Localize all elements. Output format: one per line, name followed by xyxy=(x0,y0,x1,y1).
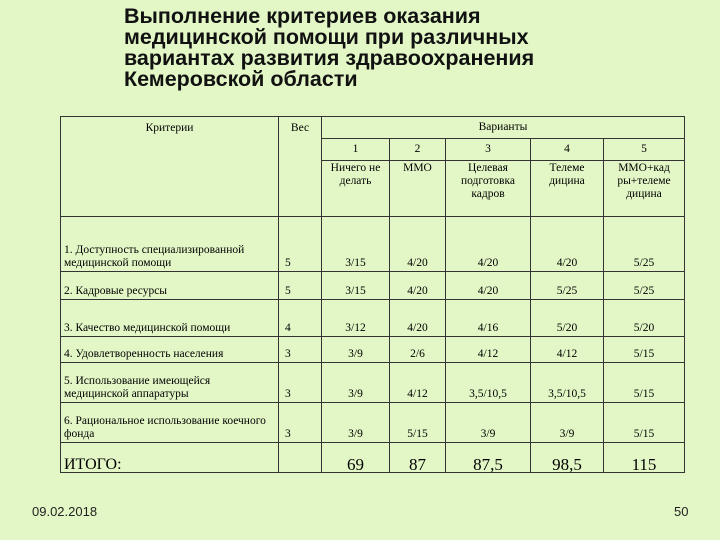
criterion-weight: 4 xyxy=(279,300,322,337)
score-cell: 4/20 xyxy=(446,217,531,272)
criterion-weight: 5 xyxy=(279,217,322,272)
score-cell: 5/25 xyxy=(604,272,685,300)
score-cell: 4/12 xyxy=(446,337,531,363)
criterion-label: 5. Использование имеющейся медицинской аппаратуры xyxy=(61,363,279,403)
score-cell: 4/20 xyxy=(446,272,531,300)
criterion-weight: 5 xyxy=(279,272,322,300)
criterion-weight: 3 xyxy=(279,363,322,403)
table-row xyxy=(61,217,685,272)
criterion-weight: 3 xyxy=(279,403,322,443)
score-cell: 3/9 xyxy=(322,403,390,443)
table-row xyxy=(61,300,685,337)
title-line: медицинской помощи при различных xyxy=(124,25,529,49)
score-cell: 5/15 xyxy=(604,337,685,363)
table-row xyxy=(61,403,685,443)
total-weight-empty xyxy=(279,443,322,473)
variant-name: ММО+кад ры+телеме дицина xyxy=(604,161,685,217)
title-line: Выполнение критериев оказания xyxy=(124,4,481,28)
header-criteria: Критерии xyxy=(61,117,279,217)
total-cell: 87,5 xyxy=(446,443,531,473)
score-cell: 4/20 xyxy=(531,217,604,272)
total-cell: 98,5 xyxy=(531,443,604,473)
variant-number: 1 xyxy=(322,139,390,161)
criterion-label: 2. Кадровые ресурсы xyxy=(61,272,279,300)
variant-name: Телеме дицина xyxy=(531,161,604,217)
score-cell: 3,5/10,5 xyxy=(446,363,531,403)
criteria-table xyxy=(60,116,685,473)
page-number: 50 xyxy=(674,504,689,519)
score-cell: 5/25 xyxy=(604,217,685,272)
criterion-label: 4. Удовлетворенность населения xyxy=(61,337,279,363)
slide-title xyxy=(124,6,704,90)
score-cell: 4/16 xyxy=(446,300,531,337)
score-cell: 4/20 xyxy=(390,272,446,300)
total-cell: 69 xyxy=(322,443,390,473)
variant-number: 5 xyxy=(604,139,685,161)
score-cell: 5/20 xyxy=(604,300,685,337)
total-row xyxy=(61,443,685,473)
score-cell: 5/25 xyxy=(531,272,604,300)
variant-number: 3 xyxy=(446,139,531,161)
score-cell: 3/9 xyxy=(322,337,390,363)
score-cell: 5/20 xyxy=(531,300,604,337)
total-cell: 115 xyxy=(604,443,685,473)
score-cell: 4/20 xyxy=(390,217,446,272)
variant-number: 2 xyxy=(390,139,446,161)
score-cell: 3,5/10,5 xyxy=(531,363,604,403)
header-weight: Вес xyxy=(279,117,322,217)
score-cell: 4/20 xyxy=(390,300,446,337)
score-cell: 3/9 xyxy=(446,403,531,443)
variant-name: Целевая подготовка кадров xyxy=(446,161,531,217)
header-variants: Варианты xyxy=(322,117,685,139)
score-cell: 3/15 xyxy=(322,272,390,300)
table-row xyxy=(61,272,685,300)
criterion-weight: 3 xyxy=(279,337,322,363)
table-row xyxy=(61,337,685,363)
score-cell: 4/12 xyxy=(531,337,604,363)
score-cell: 2/6 xyxy=(390,337,446,363)
total-label: ИТОГО: xyxy=(61,443,279,473)
criterion-label: 1. Доступность специализированной медицинской помощи xyxy=(61,217,279,272)
variant-name: Ничего не делать xyxy=(322,161,390,217)
score-cell: 4/12 xyxy=(390,363,446,403)
score-cell: 3/9 xyxy=(322,363,390,403)
title-line: вариантах развития здравоохранения xyxy=(124,46,535,70)
footer-date: 09.02.2018 xyxy=(32,504,98,519)
score-cell: 5/15 xyxy=(604,403,685,443)
score-cell: 5/15 xyxy=(390,403,446,443)
criterion-label: 6. Рациональное использование коечного фонда xyxy=(61,403,279,443)
title-line: Кемеровской области xyxy=(124,67,358,91)
table-row xyxy=(61,363,685,403)
score-cell: 5/15 xyxy=(604,363,685,403)
variant-name: ММО xyxy=(390,161,446,217)
score-cell: 3/9 xyxy=(531,403,604,443)
criterion-label: 3. Качество медицинской помощи xyxy=(61,300,279,337)
score-cell: 3/15 xyxy=(322,217,390,272)
variant-number: 4 xyxy=(531,139,604,161)
total-cell: 87 xyxy=(390,443,446,473)
score-cell: 3/12 xyxy=(322,300,390,337)
